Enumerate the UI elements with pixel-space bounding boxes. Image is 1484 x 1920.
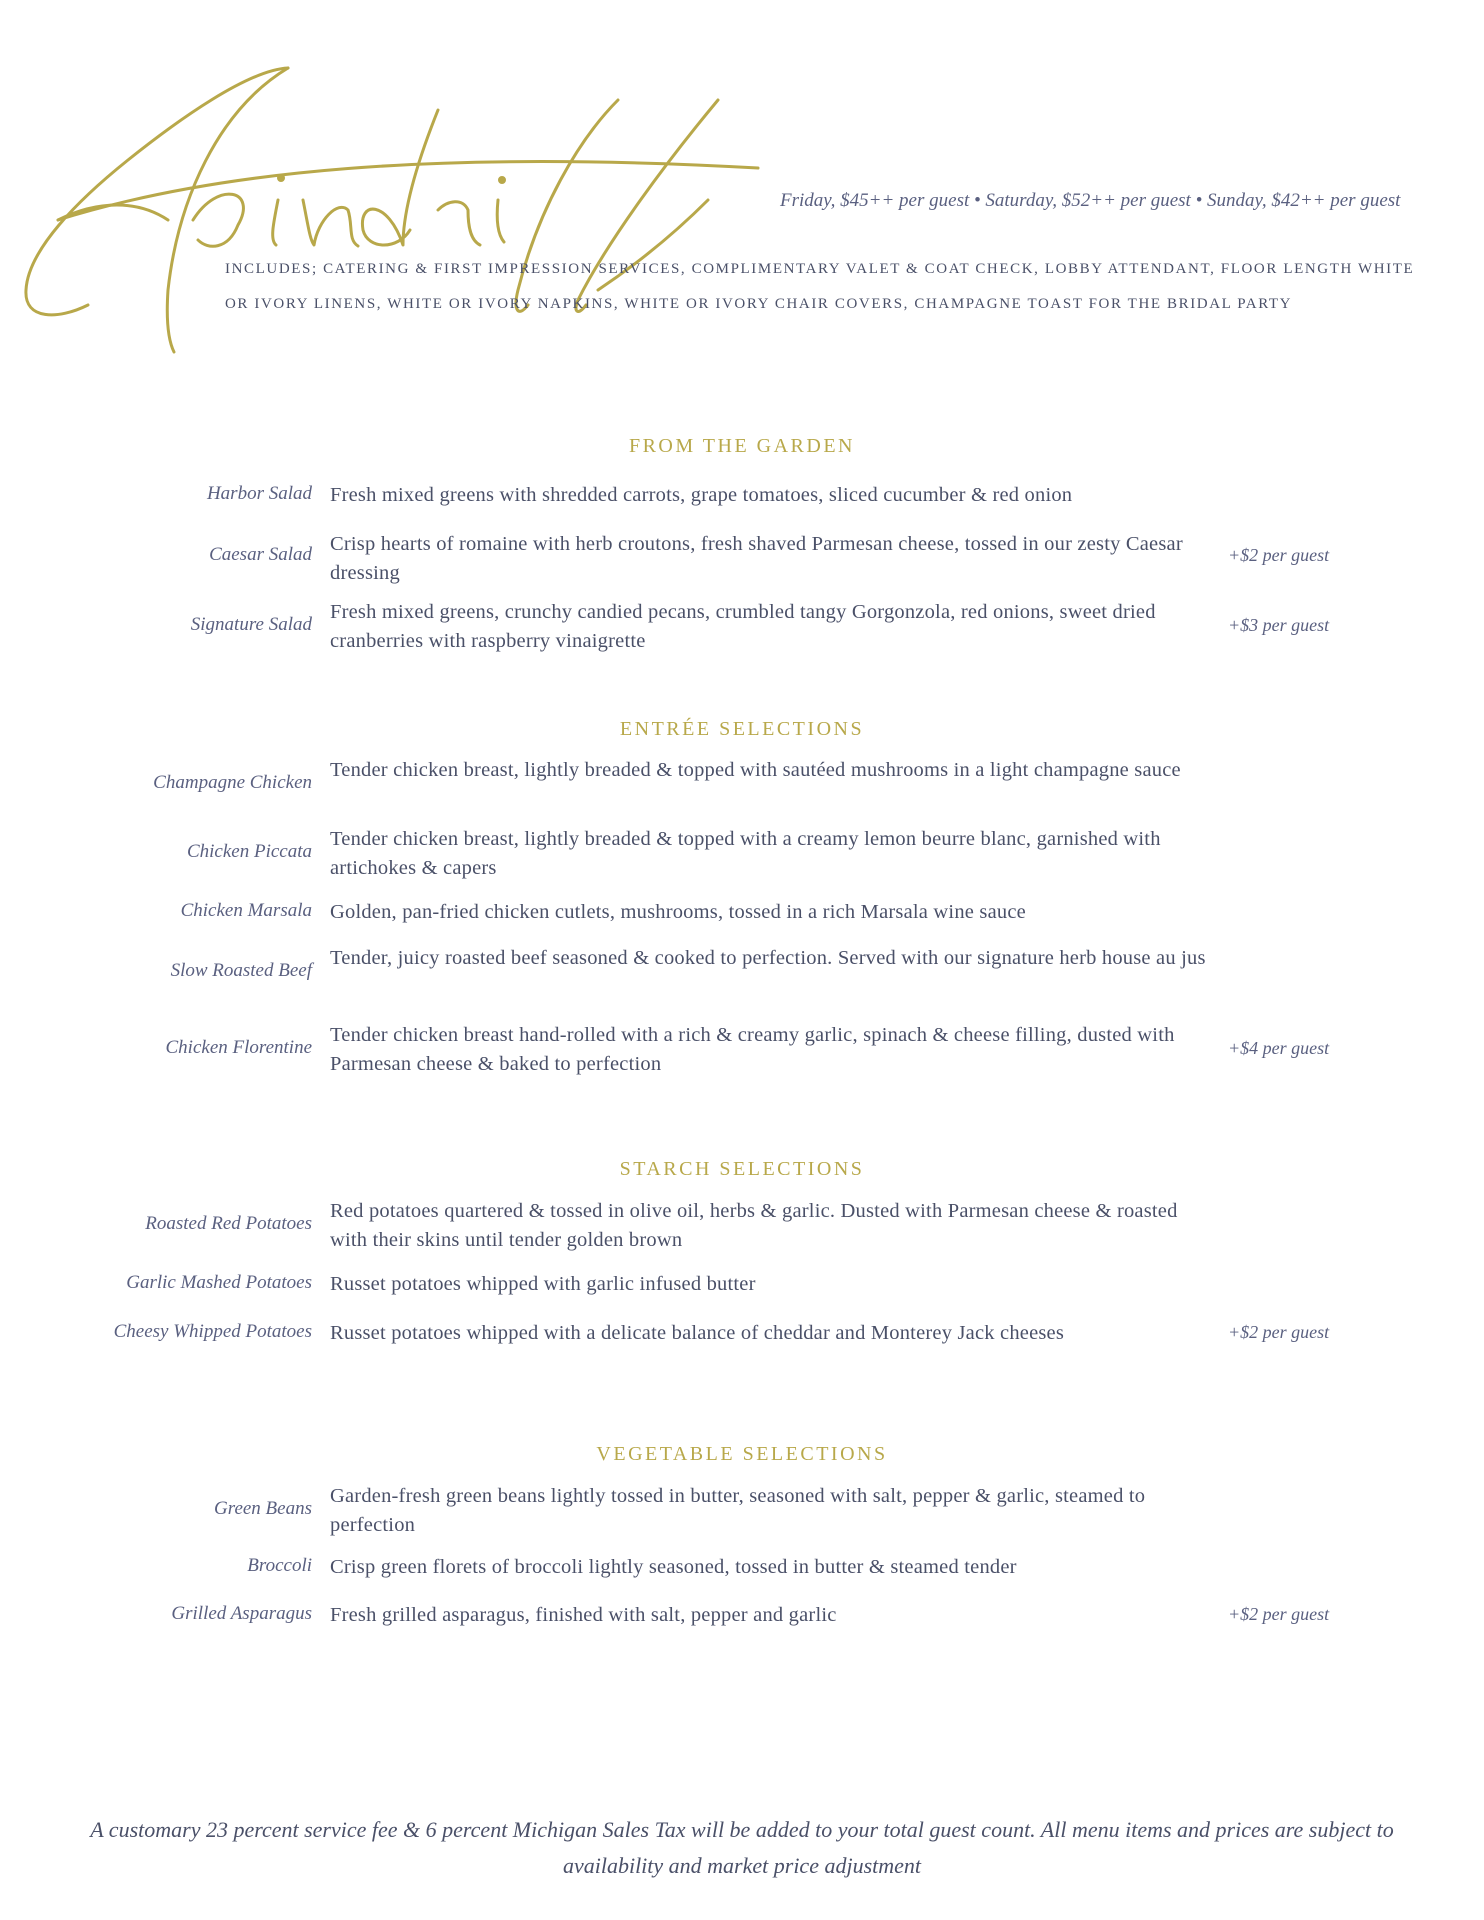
item-description: Fresh mixed greens, crunchy candied pecans, crumbled tangy Gorgonzola, red onions, sweet dried cranberries with raspberry vinaigrette <box>330 601 1156 652</box>
item-name: Chicken Florentine <box>165 1037 312 1058</box>
item-name: Champagne Chicken <box>153 772 312 793</box>
item-name: Chicken Piccata <box>186 841 312 862</box>
item-surcharge: +$2 per guest <box>1228 545 1330 565</box>
item-description: Russet potatoes whipped with garlic infused butter <box>330 1273 756 1295</box>
item-description: Golden, pan-fried chicken cutlets, mushrooms, tossed in a rich Marsala wine sauce <box>330 901 1026 923</box>
item-name: Caesar Salad <box>209 544 312 565</box>
item-name: Garlic Mashed Potatoes <box>126 1272 312 1293</box>
item-description: Fresh mixed greens with shredded carrots, grape tomatoes, sliced cucumber & red onion <box>330 484 1073 506</box>
item-name: Cheesy Whipped Potatoes <box>113 1321 312 1342</box>
item-surcharge: +$4 per guest <box>1228 1038 1330 1058</box>
item-description: Tender chicken breast, lightly breaded & topped with a creamy lemon beurre blanc, garnished with artichokes & capers <box>330 828 1161 879</box>
section-title-entree: ENTRÉE SELECTIONS <box>619 718 865 740</box>
item-name: Slow Roasted Beef <box>170 960 312 981</box>
item-name: Broccoli <box>247 1555 312 1576</box>
item-surcharge: +$2 per guest <box>1228 1322 1330 1342</box>
item-surcharge: +$3 per guest <box>1228 615 1330 635</box>
item-name: Signature Salad <box>190 614 312 635</box>
footer-note: A customary 23 percent service fee & 6 percent Michigan Sales Tax will be added to your total guest count. All menu items and prices are subject to availability and market price adjustment <box>90 1817 1394 1878</box>
item-description: Tender, juicy roasted beef seasoned & cooked to perfection. Served with our signature herb house au jus <box>330 947 1206 969</box>
item-description: Russet potatoes whipped with a delicate balance of cheddar and Monterey Jack cheeses <box>330 1322 1065 1344</box>
item-name: Grilled Asparagus <box>171 1603 312 1624</box>
item-name: Chicken Marsala <box>180 900 312 921</box>
item-description: Fresh grilled asparagus, finished with salt, pepper and garlic <box>330 1604 837 1626</box>
item-description: Crisp hearts of romaine with herb croutons, fresh shaved Parmesan cheese, tossed in our zesty Caesar dressing <box>330 533 1183 584</box>
section-title-starch: STARCH SELECTIONS <box>619 1158 865 1180</box>
item-description: Red potatoes quartered & tossed in olive oil, herbs & garlic. Dusted with Parmesan cheese & roasted with their skins until tender golden brown <box>330 1200 1178 1251</box>
pricing-line: Friday, $45++ per guest • Saturday, $52++ per guest • Sunday, $42++ per guest <box>780 190 1401 211</box>
section-title-vegetable: VEGETABLE SELECTIONS <box>596 1443 888 1465</box>
item-name: Green Beans <box>214 1498 312 1519</box>
item-description: Crisp green florets of broccoli lightly seasoned, tossed in butter & steamed tender <box>330 1556 1017 1578</box>
item-surcharge: +$2 per guest <box>1228 1604 1330 1624</box>
item-description: Tender chicken breast, lightly breaded & topped with sautéed mushrooms in a light champagne sauce <box>330 759 1181 781</box>
item-description: Garden-fresh green beans lightly tossed in butter, seasoned with salt, pepper & garlic, steamed to perfection <box>330 1485 1146 1536</box>
item-description: Tender chicken breast hand-rolled with a rich & creamy garlic, spinach & cheese filling, dusted with Parmesan cheese & baked to perfection <box>330 1024 1175 1075</box>
item-name: Roasted Red Potatoes <box>145 1213 312 1234</box>
section-title-garden: FROM THE GARDEN <box>628 435 856 457</box>
includes-text: INCLUDES; CATERING & FIRST IMPRESSION SERVICES, COMPLIMENTARY VALET & COAT CHECK, LOBBY ATTENDANT, FLOOR LENGTH WHITE OR IVORY LINENS, WHITE OR IVORY NAPKINS, WHITE OR IVORY CHAIR COVERS, CHAMPAGNE TOAST FOR THE BRIDAL PARTY <box>225 261 1415 312</box>
item-name: Harbor Salad <box>206 483 312 504</box>
